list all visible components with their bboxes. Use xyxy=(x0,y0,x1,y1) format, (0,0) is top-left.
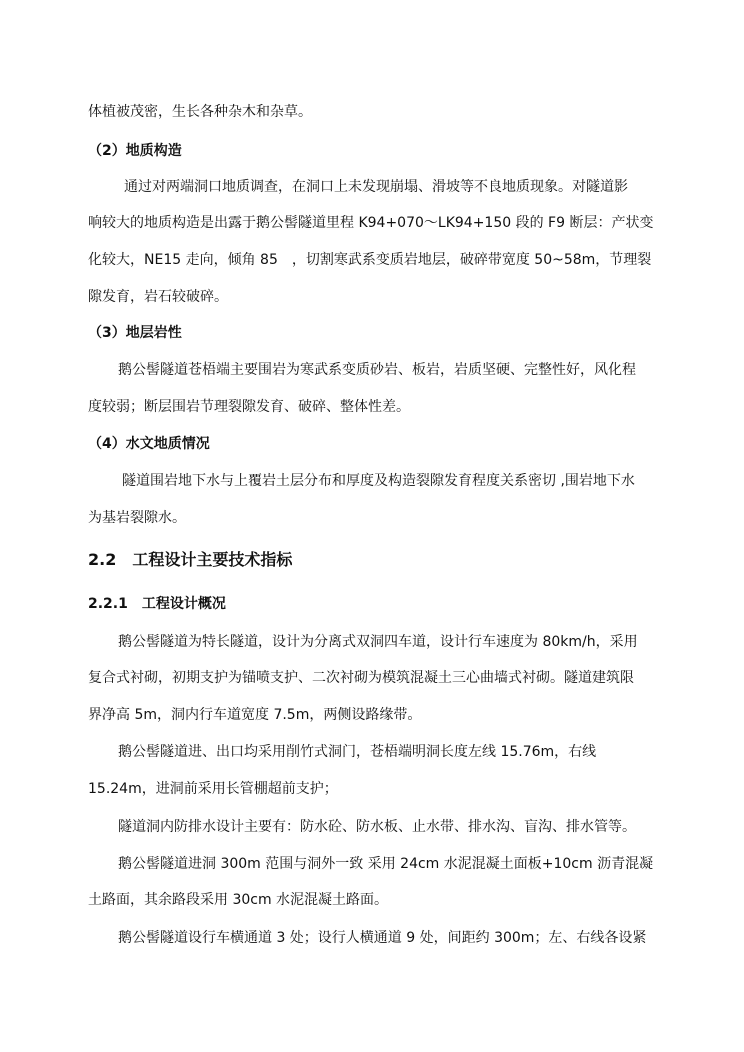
paragraph-line: 鹅公髻隧道设行车横通道 3 处；设行人横通道 9 处，间距约 300m；左、右线各设紧 xyxy=(118,930,647,946)
paragraph-line: 隧道洞内防排水设计主要有：防水砼、防水板、止水带、排水沟、盲沟、排水管等。 xyxy=(118,819,636,835)
paragraph-line: 度较弱；断层围岩节理裂隙发育、破碎、整体性差。 xyxy=(88,399,410,415)
paragraph-line: 15.24m，进洞前采用长管棚超前支护； xyxy=(88,781,338,797)
paragraph-line: 通过对两端洞口地质调查，在洞口上未发现崩塌、滑坡等不良地质现象。对隧道影 xyxy=(124,179,628,195)
paragraph-line: 为基岩裂隙水。 xyxy=(88,510,186,526)
paragraph-line: 隙发育，岩石较破碎。 xyxy=(88,289,228,305)
paragraph-line: 响较大的地质构造是出露于鹅公髻隧道里程 K94+070～LK94+150 段的 F9 断层：产状变 xyxy=(88,215,654,231)
subheading-geologic-structure: （2）地质构造 xyxy=(88,143,182,159)
subheading-stratum-lithology: （3）地层岩性 xyxy=(88,325,182,341)
paragraph-line: 鹅公髻隧道苍梧端主要围岩为寒武系变质砂岩、板岩，岩质坚硬、完整性好，风化程 xyxy=(118,362,636,378)
paragraph-line: 体植被茂密，生长各种杂木和杂草。 xyxy=(88,104,312,120)
paragraph-line: 鹅公髻隧道为特长隧道，设计为分离式双洞四车道，设计行车速度为 80km/h，采用 xyxy=(118,634,638,650)
paragraph-line: 隧道围岩地下水与上覆岩土层分布和厚度及构造裂隙发育程度关系密切 ,围岩地下水 xyxy=(122,473,635,489)
section-heading-2-2: 2.2 工程设计主要技术指标 xyxy=(88,550,293,569)
paragraph-line: 鹅公髻隧道进、出口均采用削竹式洞门，苍梧端明洞长度左线 15.76m，右线 xyxy=(118,744,597,760)
paragraph-line: 界净高 5m，洞内行车道宽度 7.5m，两侧设路缘带。 xyxy=(88,707,422,723)
paragraph-line: 土路面，其余路段采用 30cm 水泥混凝土路面。 xyxy=(88,892,389,908)
paragraph-line: 化较大，NE15 走向，倾角 85 ，切割寒武系变质岩地层，破碎带宽度 50~58m，节理裂 xyxy=(88,252,652,268)
section-heading-2-2-1: 2.2.1 工程设计概况 xyxy=(88,596,226,612)
paragraph-line: 复合式衬砌，初期支护为锚喷支护、二次衬砌为模筑混凝土三心曲墙式衬砌。隧道建筑限 xyxy=(88,670,634,686)
subheading-hydrogeology: （4）水文地质情况 xyxy=(88,436,210,452)
paragraph-line: 鹅公髻隧道进洞 300m 范围与洞外一致 采用 24cm 水泥混凝土面板+10cm 沥青混凝 xyxy=(118,856,654,872)
